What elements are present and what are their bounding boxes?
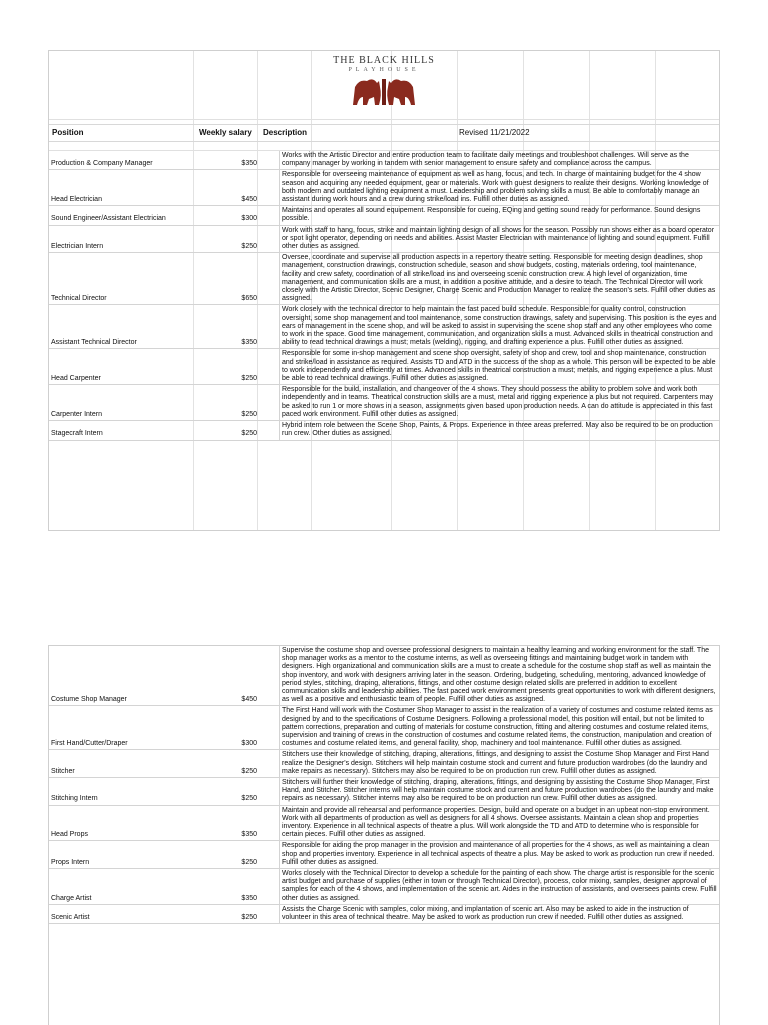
position-cell: Production & Company Manager	[49, 151, 197, 170]
salary-cell: $250	[197, 421, 280, 440]
description-cell: Works closely with the Technical Director to develop a schedule for the painting of each show. The charge artist is responsible for the scenic artist budget and purchase of supplies (either in town or through Technical Director), process, color mixing, samples, designer approval of samples for each of the 4 shows, and implementation of the scenic art. Aides in the instruction of assistants, and oversees paints crew. Fulfill other duties as assigned.	[280, 869, 720, 905]
table-row	[49, 385, 719, 421]
description-cell: Maintains and operates all sound equipement. Responsible for cueing, EQing and getting sound ready for performance. Sound designs possible.	[280, 206, 720, 225]
salary-cell: $300	[197, 706, 280, 750]
salary-cell: $450	[197, 646, 280, 706]
empty-row	[49, 109, 719, 120]
logo-title: THE BLACK HILLS	[333, 55, 435, 66]
table-row	[49, 869, 719, 905]
description-cell: Responsible for the build, installation, and changeover of the 4 shows. They should possess the ability to problem solve and work both independently and in teams. Theatrical construction skills are a must, metal and rigging experience a plus but not required. Carpenters may be asked to run 1 or more shows in a season, assignments given based upon production needs. A can do attitude is appreciated in this fast paced work environment. Fulfill other duties as assigned.	[280, 385, 720, 421]
description-cell: Assists the Charge Scenic with samples, color mixing, and implantation of scenic art. Also may be asked to aide in the instruction of volunteer in this area of technical theatre. May be asked to work as production run crew if needed. Fulfill other duties as assigned.	[280, 904, 720, 923]
salary-cell: $250	[197, 385, 280, 421]
description-cell: The First Hand will work with the Costumer Shop Manager to assist in the realization of a variety of costumes and costume related items as designed by and to the specifications of Costume Designers. Following a professional model, this position will entail, but not be limited to pattern corrections, preparation and cutting of materials for costume construction, fitting and altering costumes and costume related items, supervision and training of crews in the construction of costumes and costume related items, the construction, manipulation and creation of costumes and costume related items, and general facility, shop, machinery and tool maintenance. Fulfill other duties as assigned.	[280, 706, 720, 750]
table-row	[49, 151, 719, 170]
position-cell: Charge Artist	[49, 869, 197, 905]
table-row	[49, 206, 719, 225]
position-cell: Technical Director	[49, 253, 197, 305]
description-cell: Supervise the costume shop and oversee professional designers to maintain a healthy learning and working environment for the staff. The shop manager works as a mentor to the costume interns, as well as overseeing fittings and maintaining budget work in tandem with designers. High organizational and communication skills are a must to create a schedule for the costume shop staff as well as maintain the shop inventory, and work with designers arriving later in the season. Ordering, budgeting, scheduling, mentoring, advanced knowledge of period styles, stitching, draping, alterations, fittings, and other costume design related skills are preferred in addition to excellent communication skills and leadership abilities. The fast paced work environment presents great opportunities to work with different designers, as well as a positive and enthusiastic team of people. Fulfill other duties as assigned.	[280, 646, 720, 706]
salary-cell: $250	[197, 349, 280, 385]
description-cell: Stitchers use their knowledge of stitching, draping, alterations, fittings, and designing to assist the Costume Shop Manager and First Hand realize the Designer's design. Stitchers will help maintain costume stock and current and future production wardrobes (do the laundry and make repairs as necessary). Stitchers may also be required to be on production run crew. Fulfill other duties as assigned.	[280, 750, 720, 778]
jobs-table-page-2	[49, 646, 719, 924]
position-cell: Carpenter Intern	[49, 385, 197, 421]
header-revised-date: Revised 11/21/2022	[459, 128, 530, 137]
header-weekly-salary: Weekly salary	[199, 128, 252, 137]
description-cell: Work with staff to hang, focus, strike and maintain lighting design of all shows for the season. Possibly run shows either as a board operator or spot light operator, depending on needs and abilities. Assist Master Electrician with maintenance of lighting and sound equipment. Fulfill other duties as assigned.	[280, 225, 720, 253]
table-row	[49, 421, 719, 440]
header-position: Position	[52, 128, 84, 137]
salary-cell: $250	[197, 225, 280, 253]
position-cell: Stitching Intern	[49, 778, 197, 806]
table-row	[49, 170, 719, 206]
empty-row	[49, 141, 719, 151]
position-cell: First Hand/Cutter/Draper	[49, 706, 197, 750]
position-cell: Assistant Technical Director	[49, 305, 197, 349]
position-cell: Sound Engineer/Assistant Electrician	[49, 206, 197, 225]
salary-cell: $250	[197, 904, 280, 923]
description-cell: Responsible for some in-shop management and scene shop oversight, safety of shop and crew, tool and shop maintenance, construction and strike/load in assistance as required. Assists TD and ATD in the success of the shop as a whole. This person will be expected to be able to work independently and efficiently at times. Advanced skills in theatrical construction a must; metals, and rigging experience a plus. Must be able to read technical drawings. Fulfill other duties as assigned.	[280, 349, 720, 385]
position-cell: Stagecraft Intern	[49, 421, 197, 440]
position-cell: Electrician Intern	[49, 225, 197, 253]
table-header	[49, 124, 719, 142]
salary-cell: $350	[197, 805, 280, 841]
table-row	[49, 225, 719, 253]
table-row	[49, 805, 719, 841]
description-cell: Works with the Artistic Director and entire production team to facilitate daily meetings and troubleshoot challenges. Will serve as the company manager by working in tandem with senior management to ensure safety and compliance across the campus.	[280, 151, 720, 170]
position-cell: Head Props	[49, 805, 197, 841]
playhouse-logo	[49, 55, 719, 114]
description-cell: Oversee, coordinate and supervise all production aspects in a repertory theatre setting. Responsible for meeting design deadlines, shop management, construction drawings, construction schedule, season and show budgets, costing, materials ordering, tool maintenance, facility and crew safety, coordination of all strike/load ins and overseeing scenic construction crew. A high level of organization, time management, and communication skills are a must, in addition a positive attitude, and a desire to teach. The Technical Director will work closely with the Artistic Director, Scenic Designer, Charge Scenic and Production Manager to realize the season's sets. Fulfill other duties as assigned.	[280, 253, 720, 305]
position-cell: Scenic Artist	[49, 904, 197, 923]
table-row	[49, 778, 719, 806]
jobs-table-page-1	[49, 151, 719, 441]
table-row	[49, 646, 719, 706]
description-cell: Responsible for overseeing maintenance of equipment as well as hang, focus, and tech. In charge of maintaining budget for the 4 show season and acquiring any needed equipment, gear or materials. Work with guest designers to realize their designs. Working knowledge of both modern and outdated lighting equipment a must. Leadership and problem solving skills a must. Be able to comfortably manage an assistant during work hours and a crew during strike/load ins. Fulfill other duties as assigned.	[280, 170, 720, 206]
logo-subtitle: PLAYHOUSE	[348, 67, 420, 73]
salary-cell: $350	[197, 305, 280, 349]
position-cell: Props Intern	[49, 841, 197, 869]
table-row	[49, 841, 719, 869]
position-cell: Costume Shop Manager	[49, 646, 197, 706]
table-row	[49, 904, 719, 923]
description-cell: Maintain and provide all rehearsal and performance properties. Design, build and operate on a budget in an upbeat non-stop environment. Work with all departments of production as well as designers for all 4 shows. Oversee assistants. Maintain a clean shop and properties inventory. Experience in all technical aspects of theatre a plus. Will work alongside the TD and ATD to determine who is responsible for certain pieces. Fulfill other duties as assigned.	[280, 805, 720, 841]
table-row	[49, 750, 719, 778]
description-cell: Work closely with the technical director to help maintain the fast paced build schedule. Responsible for quality control, construction oversight, some shop management and tool maintenance, some construction drawings, safety and supervising. This position is the eyes and ears of management in the scene shop, and will be asked to assist in supervising the scene shop staff and any other employees who come to work in the space. Good time management, communication, and organization skills a must. Advanced skills in theatrical construction and ability to read technical drawings a must; metals (welding), rigging, and drafting experience a plus. Fulfill other duties as assigned.	[280, 305, 720, 349]
table-row	[49, 349, 719, 385]
salary-cell: $450	[197, 170, 280, 206]
salary-cell: $250	[197, 778, 280, 806]
table-row	[49, 706, 719, 750]
salary-cell: $250	[197, 841, 280, 869]
description-cell: Stitchers will further their knowledge of stitching, draping, alterations, fittings, and designing by assisting the Costume Shop Manager, First Hand, and Stitcher. Stitcher interns will help maintain costume stock and current and future production wardrobes (do the laundry and make repairs as necessary). Stitcher interns may also be required to be on production run crew. Fulfill other duties as assigned.	[280, 778, 720, 806]
position-cell: Stitcher	[49, 750, 197, 778]
spreadsheet-page-1	[48, 50, 720, 531]
table-row	[49, 253, 719, 305]
salary-cell: $250	[197, 750, 280, 778]
position-cell: Head Carpenter	[49, 349, 197, 385]
description-cell: Responsible for aiding the prop manager in the provision and maintenance of all properties for the 4 shows, as well as maintaining a clean shop and properties inventory. Experience in all technical aspects of theatre a plus. May be asked to work as production run crew if needed. Fulfill other duties as assigned.	[280, 841, 720, 869]
salary-cell: $650	[197, 253, 280, 305]
salary-cell: $300	[197, 206, 280, 225]
position-cell: Head Electrician	[49, 170, 197, 206]
salary-cell: $350	[197, 151, 280, 170]
spreadsheet-page-2	[48, 645, 720, 1025]
table-row	[49, 305, 719, 349]
salary-cell: $350	[197, 869, 280, 905]
header-description: Description	[263, 128, 308, 137]
description-cell: Hybrid intern role between the Scene Shop, Paints, & Props. Experience in three areas preferred. May also be required to be on production run crew. Other duties as assigned.	[280, 421, 720, 440]
